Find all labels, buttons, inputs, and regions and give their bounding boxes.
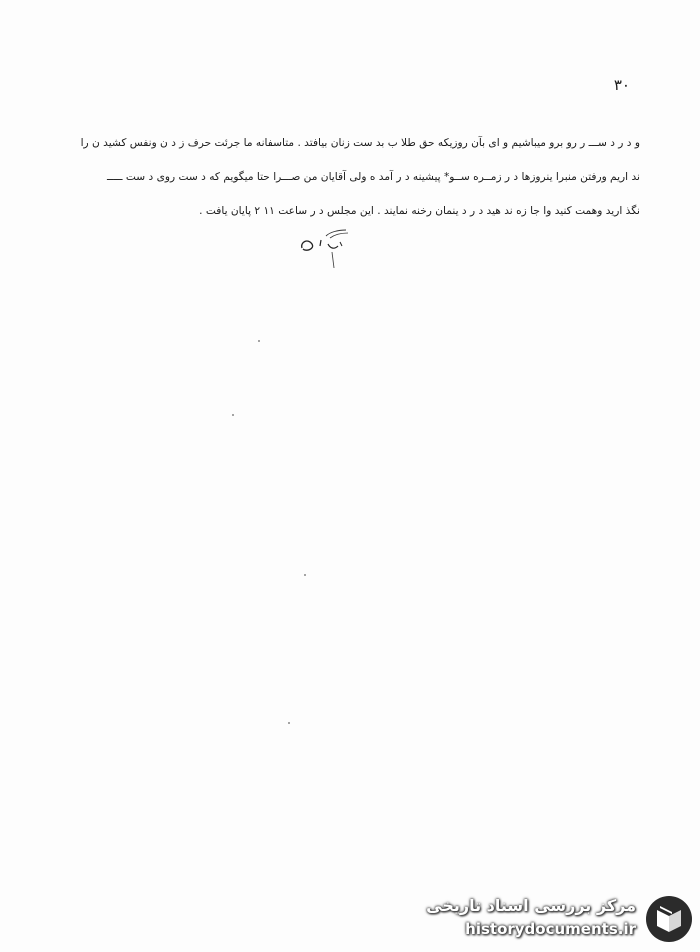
scan-speck (258, 340, 260, 342)
document-body (60, 126, 640, 228)
handwritten-signature (290, 222, 370, 272)
watermark-title: مرکز بررسی اسناد تاریخی (426, 896, 636, 915)
text-line-2: ند اریم ورفتن منبرا ینروزها د ر زمــره ســو* پیشینه د ر آمد ه ولی آقایان من صـــرا حتا میگویم که د ست روی د ست ـــــ (106, 171, 640, 183)
scan-speck (232, 414, 234, 416)
page-number: ۳۰ (613, 76, 630, 94)
book-logo-icon (644, 894, 694, 944)
scan-speck (288, 722, 290, 724)
scan-speck (304, 574, 306, 576)
text-line-3: نگذ ارید وهمت کنید وا جا زه ند هید د ر د ینمان رخنه نمایند . این مجلس د ر ساعت ۱۱ ۲ پایان یافت . (199, 205, 640, 217)
watermark-url: historydocuments.ir (465, 920, 636, 938)
archive-watermark (404, 894, 694, 944)
text-line-1: و د ر د ســـ ر رو برو میباشیم و ای بآن روزیکه حق طلا ب بد ست زنان بیافتد . متاسفانه ما جرئت حرف ز د ن ونفس کشید ن را (80, 137, 640, 149)
